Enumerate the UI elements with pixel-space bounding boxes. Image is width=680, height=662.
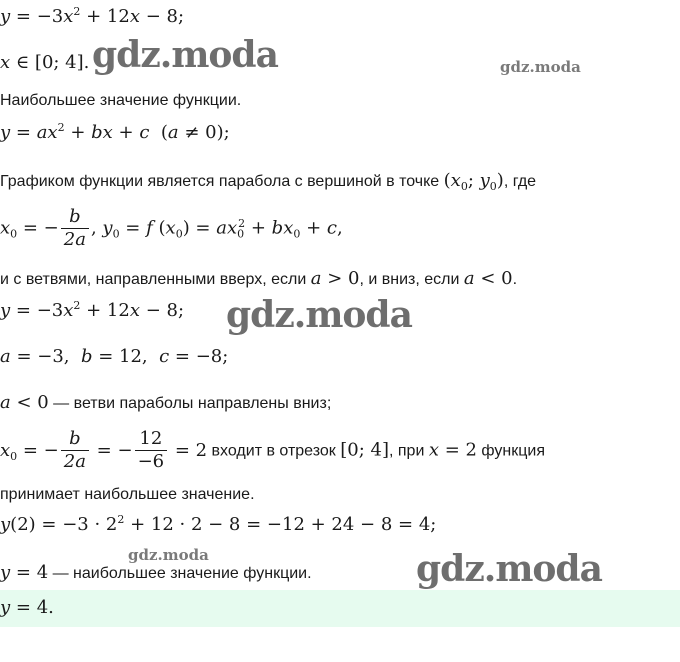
vertex-formula: $x_0$ = − $\frac{b}{2a}$ , $y_0 = f$ $(x_0) = ax_0^2 + bx_0 + c$, <box>0 206 343 250</box>
watermark-logo: gdz.moda <box>128 546 209 564</box>
function-restated: $y = -3x^2 + 12x - 8$; <box>0 299 185 321</box>
watermark-logo: gdz.moda <box>92 34 278 76</box>
watermark-logo: gdz.moda <box>416 548 602 590</box>
fraction-b-over-2a: $\frac{b}{2a}$ <box>61 428 89 473</box>
function-definition: $y = -3x^2 + 12x - 8$; <box>0 5 185 27</box>
task-statement: Наибольшее значение функции. <box>0 92 242 109</box>
final-answer: y = 4. <box>0 597 54 618</box>
fraction-b-over-2a: $\frac{b}{2a}$ <box>61 206 89 251</box>
value-at-vertex: $y(2) = -3 \cdot 2^2 + 12 \cdot 2 - 8 = -12 + 24 - 8 = 4$; <box>0 513 437 535</box>
watermark-logo: gdz.moda <box>500 58 581 76</box>
max-value-conclusion: y = 4 — наибольшее значение функции. <box>0 562 312 583</box>
answer-highlight <box>0 590 680 627</box>
coefficients: a = −3, b = 12, c = −8; <box>0 346 229 367</box>
fraction-12-over-minus-6: $\frac{12}{-6}$ <box>135 428 168 473</box>
watermark-logo: gdz.moda <box>226 294 412 336</box>
vertex-calculation: $x_0$ = − $\frac{b}{2a}$ = − $\frac{12}{-6}$ = 2 входит в отрезок [0; 4], при x = 2 функция <box>0 428 546 472</box>
general-quadratic: $y = ax^2$ + bx + c (a ≠ 0); <box>0 121 230 143</box>
domain-interval: x ∈ [0; 4]. <box>0 52 90 73</box>
vertex-description: Графиком функции является парабола с вершиной в точке ($x_0$; $y_0$), где <box>0 170 537 193</box>
branches-down: a < 0 — ветви параболы направлены вниз; <box>0 392 332 413</box>
branches-direction-rule: и с ветвями, направленными вверх, если a > 0, и вниз, если a < 0. <box>0 268 518 289</box>
max-value-statement: принимает наибольшее значение. <box>0 486 255 503</box>
